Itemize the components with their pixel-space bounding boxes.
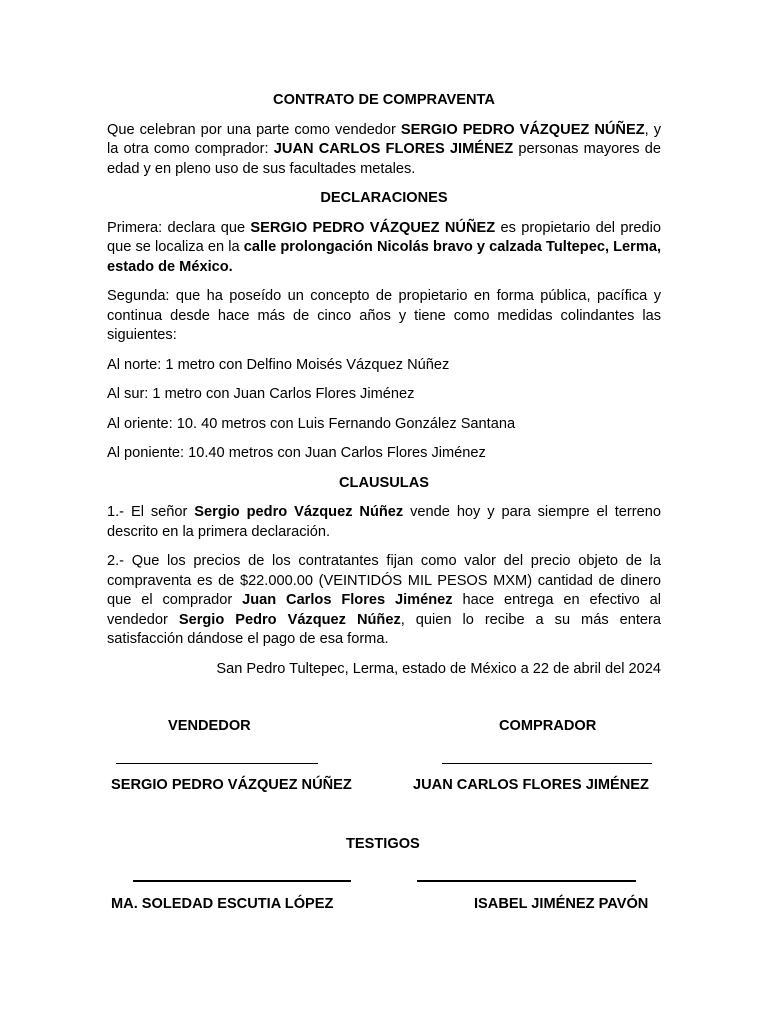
boundary-sur: Al sur: 1 metro con Juan Carlos Flores Jiménez [107,386,415,402]
clausula-1-text-2: vende hoy y para siempre el terreno descrito en la primera declaración. [107,504,661,540]
seller-signature-line [116,763,318,764]
boundary-norte: Al norte: 1 metro con Delfino Moisés Vázquez Núñez [107,356,450,373]
clausulas-heading: CLAUSULAS [339,474,429,491]
clausula-1-seller-name: Sergio pedro Vázquez Núñez [194,504,404,520]
buyer-label: COMPRADOR [499,718,597,734]
witness-2-name: ISABEL JIMÉNEZ PAVÓN [474,896,649,912]
intro-text-3: personas mayores de edad y en pleno uso de sus facultades metales. [107,141,661,177]
boundary-poniente: Al poniente: 10.40 metros con Juan Carlos Flores Jiménez [107,445,486,461]
clausula-2-text-1: 2.- Que los precios de los contratantes fijan como valor del precio objeto de la compraventa es de $22.000.00 (VEINTIDÓS MIL PESOS MXM) cantidad de dinero que el comprador [107,553,661,608]
contract-body [107,91,661,689]
clausula-1-text-1: 1.- El señor [107,504,195,520]
declaracion-segunda: Segunda: que ha poseído un concepto de propietario en forma pública, pacífica y continua desde hace más de cinco años y tiene como medidas colindantes las siguientes: [107,288,661,343]
seller-signature-name: SERGIO PEDRO VÁZQUEZ NÚÑEZ [111,777,352,793]
place-and-date: San Pedro Tultepec, Lerma, estado de México a 22 de abril del 2024 [216,660,661,677]
intro-paragraph [107,121,661,180]
intro-buyer-name: JUAN CARLOS FLORES JIMÉNEZ [273,141,514,157]
declaracion-primera [107,219,661,278]
primera-text-1: Primera: declara que [107,219,251,236]
buyer-signature-line [442,763,652,764]
seller-label: VENDEDOR [168,718,251,734]
witness-1-signature-line [133,880,351,882]
intro-text-2: , y la otra como comprador: [107,121,661,157]
intro-seller-name: SERGIO PEDRO VÁZQUEZ NÚÑEZ [400,121,645,138]
testigos-heading: TESTIGOS [346,836,420,852]
intro-text-1: Que celebran por una parte como vendedor [107,121,401,138]
clausula-2-buyer-name: Juan Carlos Flores Jiménez [242,592,453,608]
witness-1-name: MA. SOLEDAD ESCUTIA LÓPEZ [111,896,334,912]
document-title: CONTRATO DE COMPRAVENTA [273,92,495,108]
boundary-oriente: Al oriente: 10. 40 metros con Luis Fernando González Santana [107,415,516,432]
clausula-2-text-3: , quien lo recibe a su más entera satisfacción dándose el pago de esa forma. [107,611,661,647]
clausula-1 [107,503,661,542]
primera-text-2: es propietario del predio que se localiza en la [107,219,661,255]
clausula-2-seller-name: Sergio Pedro Vázquez Núñez [178,611,401,628]
clausula-2-text-2: hace entrega en efectivo al vendedor [107,592,661,628]
primera-owner-name: SERGIO PEDRO VÁZQUEZ NÚÑEZ [250,219,496,236]
witness-2-signature-line [417,880,636,882]
buyer-signature-name: JUAN CARLOS FLORES JIMÉNEZ [413,777,649,793]
clausula-2 [107,552,661,650]
primera-address: calle prolongación Nicolás bravo y calzada Tultepec, Lerma, estado de México. [107,239,662,275]
declaraciones-heading: DECLARACIONES [320,190,448,206]
